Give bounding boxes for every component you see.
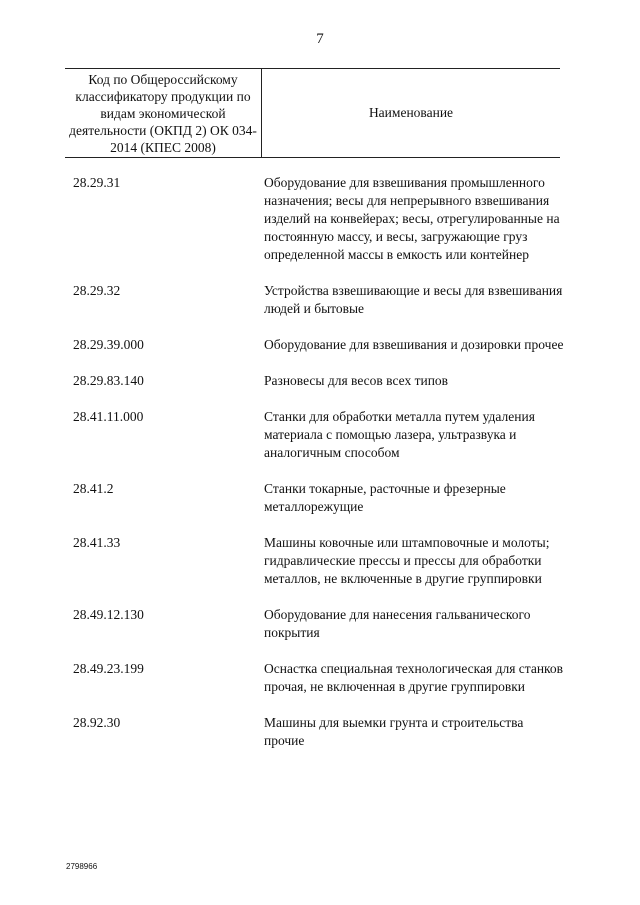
row-code: 28.29.39.000 <box>73 337 144 352</box>
table-row <box>0 408 640 462</box>
table-row <box>0 480 640 516</box>
row-name: Станки для обработки металла путем удаления материала с помощью лазера, ультразвука и аналогичным способом <box>264 409 535 460</box>
table-row <box>0 282 640 318</box>
row-code: 28.41.33 <box>73 535 121 550</box>
document-id: 2798966 <box>66 862 98 871</box>
row-name: Станки токарные, расточные и фрезерные металлорежущие <box>264 481 506 514</box>
row-code: 28.29.32 <box>73 283 121 298</box>
page-number: 7 <box>316 31 324 47</box>
row-code: 28.41.2 <box>73 481 114 496</box>
row-name: Оборудование для нанесения гальванического покрытия <box>264 607 531 640</box>
table-row <box>0 606 640 642</box>
table-row <box>0 372 640 390</box>
row-name: Машины для выемки грунта и строительства прочие <box>264 715 524 748</box>
row-code: 28.92.30 <box>73 715 121 730</box>
row-name: Оборудование для взвешивания промышленного назначения; весы для непрерывного взвешивания изделий на конвейерах; весы, отрегулированные на постоянную массу, и весы, загружающие груз определенной массы в емкость или контейнер <box>264 175 560 262</box>
header-code-column: Код по Общероссийскому классификатору продукции по видам экономической деятельности (ОКПД 2) ОК 034-2014 (КПЕС 2008) <box>65 69 262 157</box>
row-name: Оборудование для взвешивания и дозировки прочее <box>264 337 564 352</box>
row-name: Машины ковочные или штамповочные и молоты; гидравлические прессы и прессы для обработки металлов, не включенные в другие группировки <box>264 535 550 586</box>
table-header <box>65 68 560 158</box>
table-row <box>0 336 640 354</box>
table-row <box>0 174 640 264</box>
table-row <box>0 534 640 588</box>
table-row <box>0 660 640 696</box>
row-name: Разновесы для весов всех типов <box>264 373 449 388</box>
row-name: Устройства взвешивающие и весы для взвешивания людей и бытовые <box>264 283 563 316</box>
row-code: 28.49.23.199 <box>73 661 144 676</box>
row-name: Оснастка специальная технологическая для станков прочая, не включенная в другие группировки <box>264 661 564 694</box>
row-code: 28.49.12.130 <box>73 607 144 622</box>
table-body <box>0 174 640 768</box>
header-name-column: Наименование <box>368 105 454 120</box>
row-code: 28.29.83.140 <box>73 373 144 388</box>
row-code: 28.41.11.000 <box>73 409 144 424</box>
row-code: 28.29.31 <box>73 175 121 190</box>
table-row <box>0 714 640 750</box>
